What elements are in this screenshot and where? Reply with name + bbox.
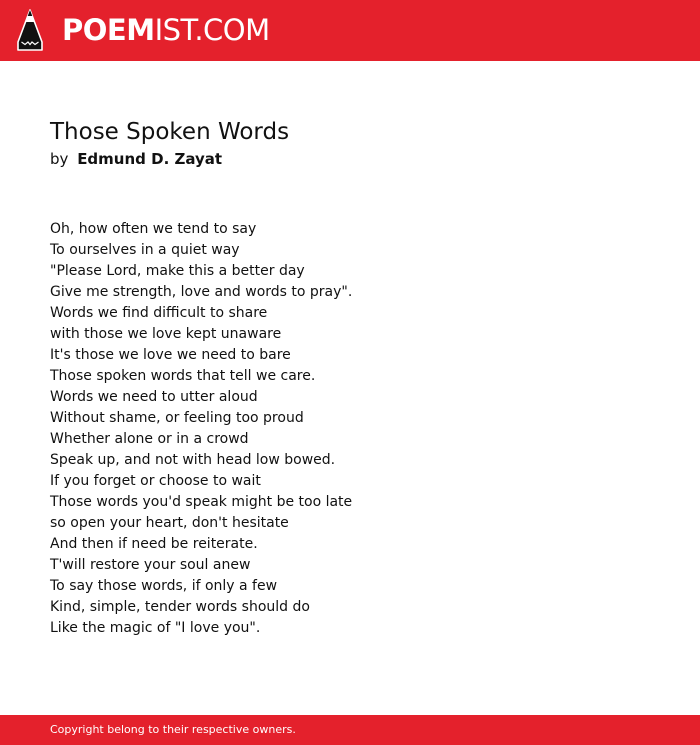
site-logo-link[interactable] xyxy=(17,9,270,51)
poem-line: Like the magic of "I love you". xyxy=(50,620,261,636)
site-brand xyxy=(62,9,270,51)
poem-line: Those words you'd speak might be too late xyxy=(50,494,353,510)
site-header xyxy=(0,0,700,61)
brand-light-part: IST.COM xyxy=(154,13,270,47)
poem-line: with those we love kept unaware xyxy=(50,326,282,342)
poem-line: Speak up, and not with head low bowed. xyxy=(50,452,336,468)
brand-bold-part: POEM xyxy=(62,13,155,47)
poem-byline xyxy=(50,149,650,169)
poem-line: Kind, simple, tender words should do xyxy=(50,599,310,615)
poem-content xyxy=(50,115,650,639)
site-footer xyxy=(0,715,700,745)
by-label: by xyxy=(50,150,69,168)
poem-line: Those spoken words that tell we care. xyxy=(50,368,316,384)
poem-line: Give me strength, love and words to pray". xyxy=(50,284,353,300)
poem-author: Edmund D. Zayat xyxy=(77,150,223,168)
poem-line: so open your heart, don't hesitate xyxy=(50,515,289,531)
copyright-notice: Copyright belong to their respective owners. xyxy=(50,723,296,736)
poem-line: Oh, how often we tend to say xyxy=(50,221,257,237)
poem-line: To ourselves in a quiet way xyxy=(50,242,240,258)
poem-line: Words we need to utter aloud xyxy=(50,389,258,405)
poem-line: T'will restore your soul anew xyxy=(50,557,251,573)
poem-line: To say those words, if only a few xyxy=(50,578,278,594)
poem-line: Whether alone or in a crowd xyxy=(50,431,249,447)
poem-line: It's those we love we need to bare xyxy=(50,347,291,363)
poem-line: And then if need be reiterate. xyxy=(50,536,258,552)
poem-line: If you forget or choose to wait xyxy=(50,473,261,489)
poem-title: Those Spoken Words xyxy=(50,119,290,145)
poem-line: Without shame, or feeling too proud xyxy=(50,410,304,426)
poem-line: "Please Lord, make this a better day xyxy=(50,263,305,279)
pencil-tip-icon xyxy=(17,9,43,51)
poem-line: Words we find difficult to share xyxy=(50,305,268,321)
poem-body xyxy=(50,219,650,639)
